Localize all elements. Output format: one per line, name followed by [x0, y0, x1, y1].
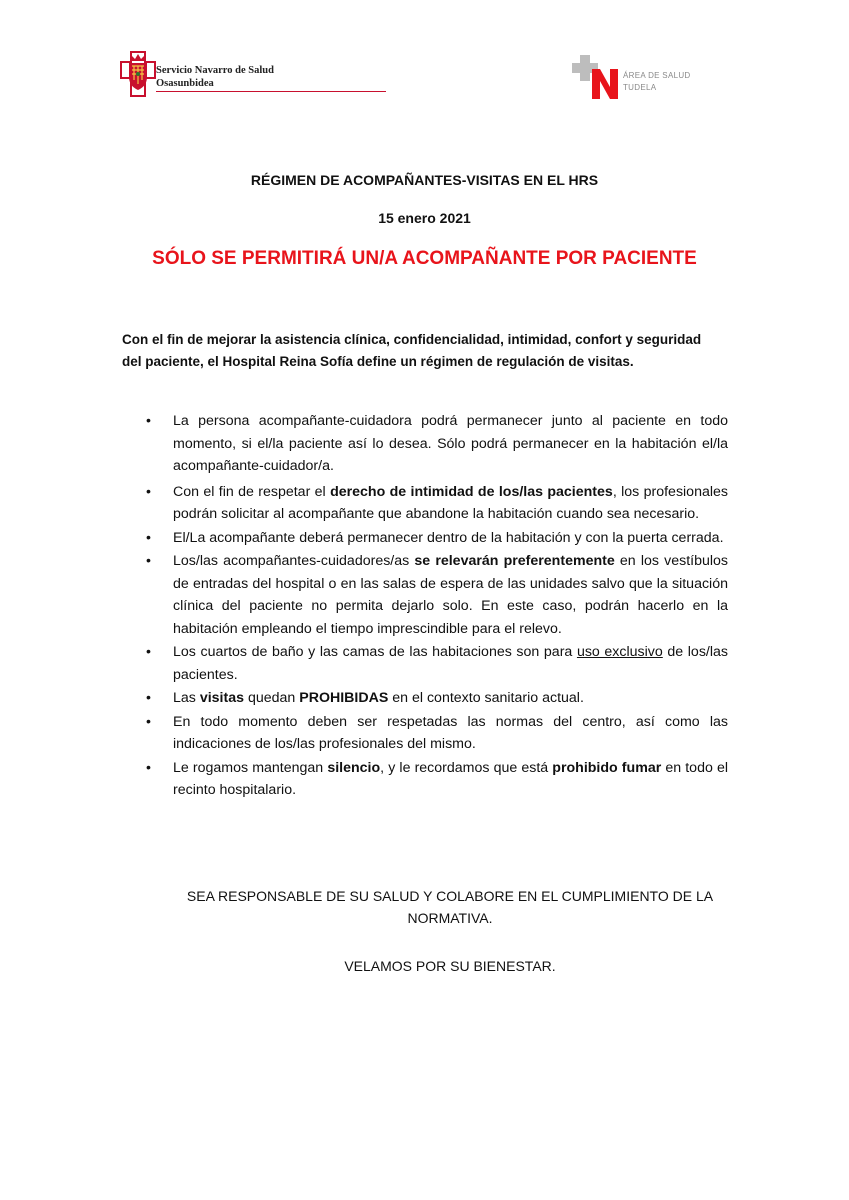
health-cross-n-icon [572, 55, 622, 101]
bullet-icon: • [146, 690, 151, 706]
rule-text: Le rogamos mantengan [173, 759, 328, 776]
rule-text: en todo el recinto hospitalario. [173, 759, 729, 798]
rule-text: quedan [244, 690, 300, 706]
bullet-icon: • [146, 553, 151, 569]
rule-item [146, 757, 728, 802]
rule-emphasis: uso exclusivo [576, 644, 663, 660]
rule-text: La persona acompañante-cuidadora podrá permanecer junto al paciente en todo momento, si el/la paciente así lo desea. Sólo podrá permanecer en la habitación el/la acompañante-cuidador/a. [173, 413, 728, 474]
rule-text: , y le recordamos que está [380, 759, 553, 776]
logo-line-2: Osasunbidea [156, 78, 214, 89]
closing-statement: SEA RESPONSABLE DE SU SALUD Y COLABORE EN EL CUMPLIMIENTO DE LA NORMATIVA. [186, 888, 714, 926]
bullet-icon: • [146, 644, 151, 660]
rule-item [146, 481, 728, 526]
closing-tagline: VELAMOS POR SU BIENESTAR. [344, 958, 556, 974]
rule-text: en los vestíbulos de entradas del hospital o en las salas de espera de las unidades salvo que la situación clínica del paciente no permita dejarlo solo. En este caso, podrán hacerlo en la habitación empleando el tiempo imprescindible para el relevo. [173, 553, 728, 637]
bullet-icon: • [146, 759, 151, 776]
bullet-icon: • [146, 483, 151, 500]
rule-emphasis: PROHIBIDAS [299, 690, 389, 706]
rule-text: El/La acompañante deberá permanecer dentro de la habitación y con la puerta cerrada. [173, 529, 724, 546]
area-label-line-1: ÁREA DE SALUD [623, 71, 691, 80]
rule-text: En todo momento deben ser respetadas las normas del centro, así como las indicaciones de los/las profesionales del mismo. [173, 713, 728, 752]
rule-emphasis: prohibido fumar [552, 759, 662, 776]
bullet-icon: • [146, 413, 151, 429]
rule-item [146, 641, 728, 686]
rule-text: Con el fin de respetar el [173, 483, 331, 500]
bullet-icon: • [146, 529, 151, 546]
rule-item [146, 711, 728, 756]
rules-list [146, 410, 728, 803]
logo-divider [156, 91, 386, 92]
rule-emphasis: silencio [327, 759, 381, 776]
rule-item [146, 550, 728, 640]
navarra-coat-of-arms-cross-icon [120, 50, 156, 98]
servicio-navarro-logo [120, 50, 274, 100]
document-date: 15 enero 2021 [378, 210, 471, 226]
rule-item [146, 687, 728, 710]
rule-emphasis: visitas [199, 690, 244, 706]
document-title: RÉGIMEN DE ACOMPAÑANTES-VISITAS EN EL HRS [250, 172, 599, 188]
rule-emphasis: se relevarán preferentemente [414, 553, 615, 569]
area-label-line-2: TUDELA [623, 83, 657, 92]
rule-text: , los profesionales podrán solicitar al acompañante que abandone la habitación cuando sea necesario. [173, 483, 728, 522]
logo-line-1: Servicio Navarro de Salud [156, 65, 274, 76]
rule-text: Los cuartos de baño y las camas de las habitaciones son para [173, 644, 577, 660]
rule-emphasis: derecho de intimidad de los/las pacientes [330, 483, 613, 500]
headline-notice: SÓLO SE PERMITIRÁ UN/A ACOMPAÑANTE POR PACIENTE [152, 248, 697, 269]
intro-paragraph: Con el fin de mejorar la asistencia clínica, confidencialidad, intimidad, confort y seguridad del paciente, el Hospital Reina Sofía define un régimen de regulación de visitas. [122, 332, 702, 369]
rule-text: Los/las acompañantes-cuidadores/as [173, 553, 415, 569]
rule-text: de los/las pacientes. [173, 644, 728, 683]
rule-text: en el contexto sanitario actual. [388, 690, 584, 706]
bullet-icon: • [146, 713, 151, 730]
rule-item [146, 527, 728, 550]
rule-text: Las [173, 690, 200, 706]
rule-item [146, 410, 728, 478]
area-salud-logo [572, 55, 722, 105]
